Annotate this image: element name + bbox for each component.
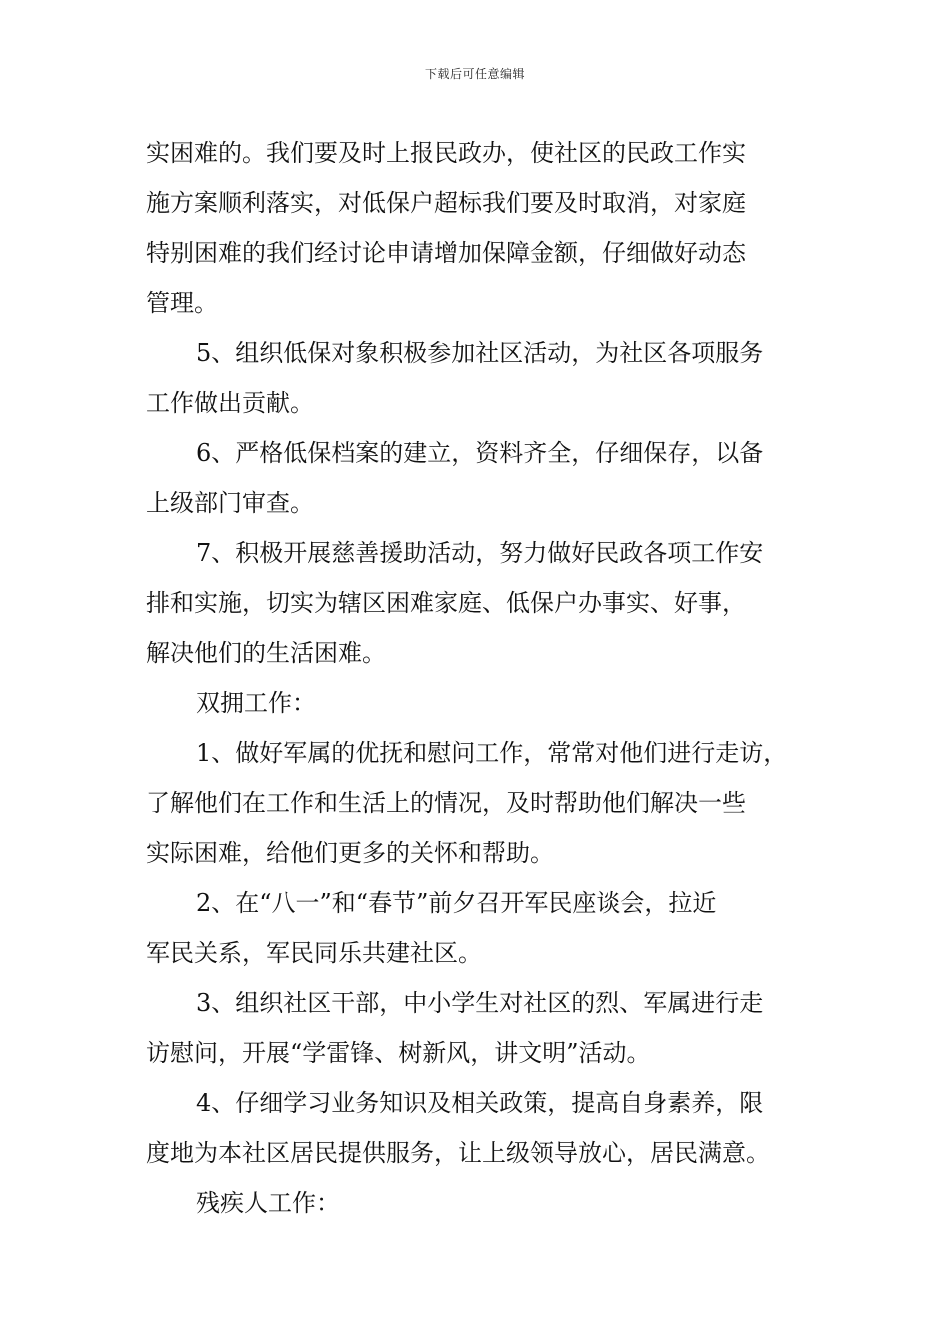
text-line: 访慰问，开展“学雷锋、树新风，讲文明”活动。	[146, 1039, 651, 1067]
page-header: 下载后可任意编辑	[424, 67, 525, 81]
paragraph-start-line: 1、做好军属的优抚和慰问工作，常常对他们进行走访，	[196, 739, 788, 767]
document-body	[146, 128, 816, 1228]
paragraph-start-line: 7、积极开展慈善援助活动，努力做好民政各项工作安	[196, 539, 764, 567]
text-line: 军民关系，军民同乐共建社区。	[146, 939, 482, 967]
text-line: 解决他们的生活困难。	[146, 639, 386, 667]
paragraph-start-line: 4、仔细学习业务知识及相关政策，提高自身素养，限	[196, 1089, 764, 1117]
text-line: 实困难的。我们要及时上报民政办，使社区的民政工作实	[146, 139, 746, 167]
paragraph-start-line: 6、严格低保档案的建立，资料齐全，仔细保存，以备	[196, 439, 764, 467]
text-line: 上级部门审查。	[146, 489, 314, 517]
text-line: 施方案顺利落实，对低保户超标我们要及时取消，对家庭	[146, 189, 746, 217]
text-line: 排和实施，切实为辖区困难家庭、低保户办事实、好事，	[146, 589, 746, 617]
text-line: 了解他们在工作和生活上的情况，及时帮助他们解决一些	[146, 789, 746, 817]
section-heading: 双拥工作：	[196, 689, 316, 717]
text-line: 度地为本社区居民提供服务，让上级领导放心，居民满意。	[146, 1139, 770, 1167]
text-line: 管理。	[146, 289, 218, 317]
paragraph-start-line: 3、组织社区干部，中小学生对社区的烈、军属进行走	[196, 989, 764, 1017]
text-line: 特别困难的我们经讨论申请增加保障金额，仔细做好动态	[146, 239, 746, 267]
text-line: 工作做出贡献。	[146, 389, 314, 417]
text-line: 实际困难，给他们更多的关怀和帮助。	[146, 839, 554, 867]
paragraph-start-line: 5、组织低保对象积极参加社区活动，为社区各项服务	[196, 339, 764, 367]
paragraph-start-line: 2、在“八一”和“春节”前夕召开军民座谈会，拉近	[196, 889, 717, 917]
section-heading: 残疾人工作：	[196, 1189, 340, 1217]
